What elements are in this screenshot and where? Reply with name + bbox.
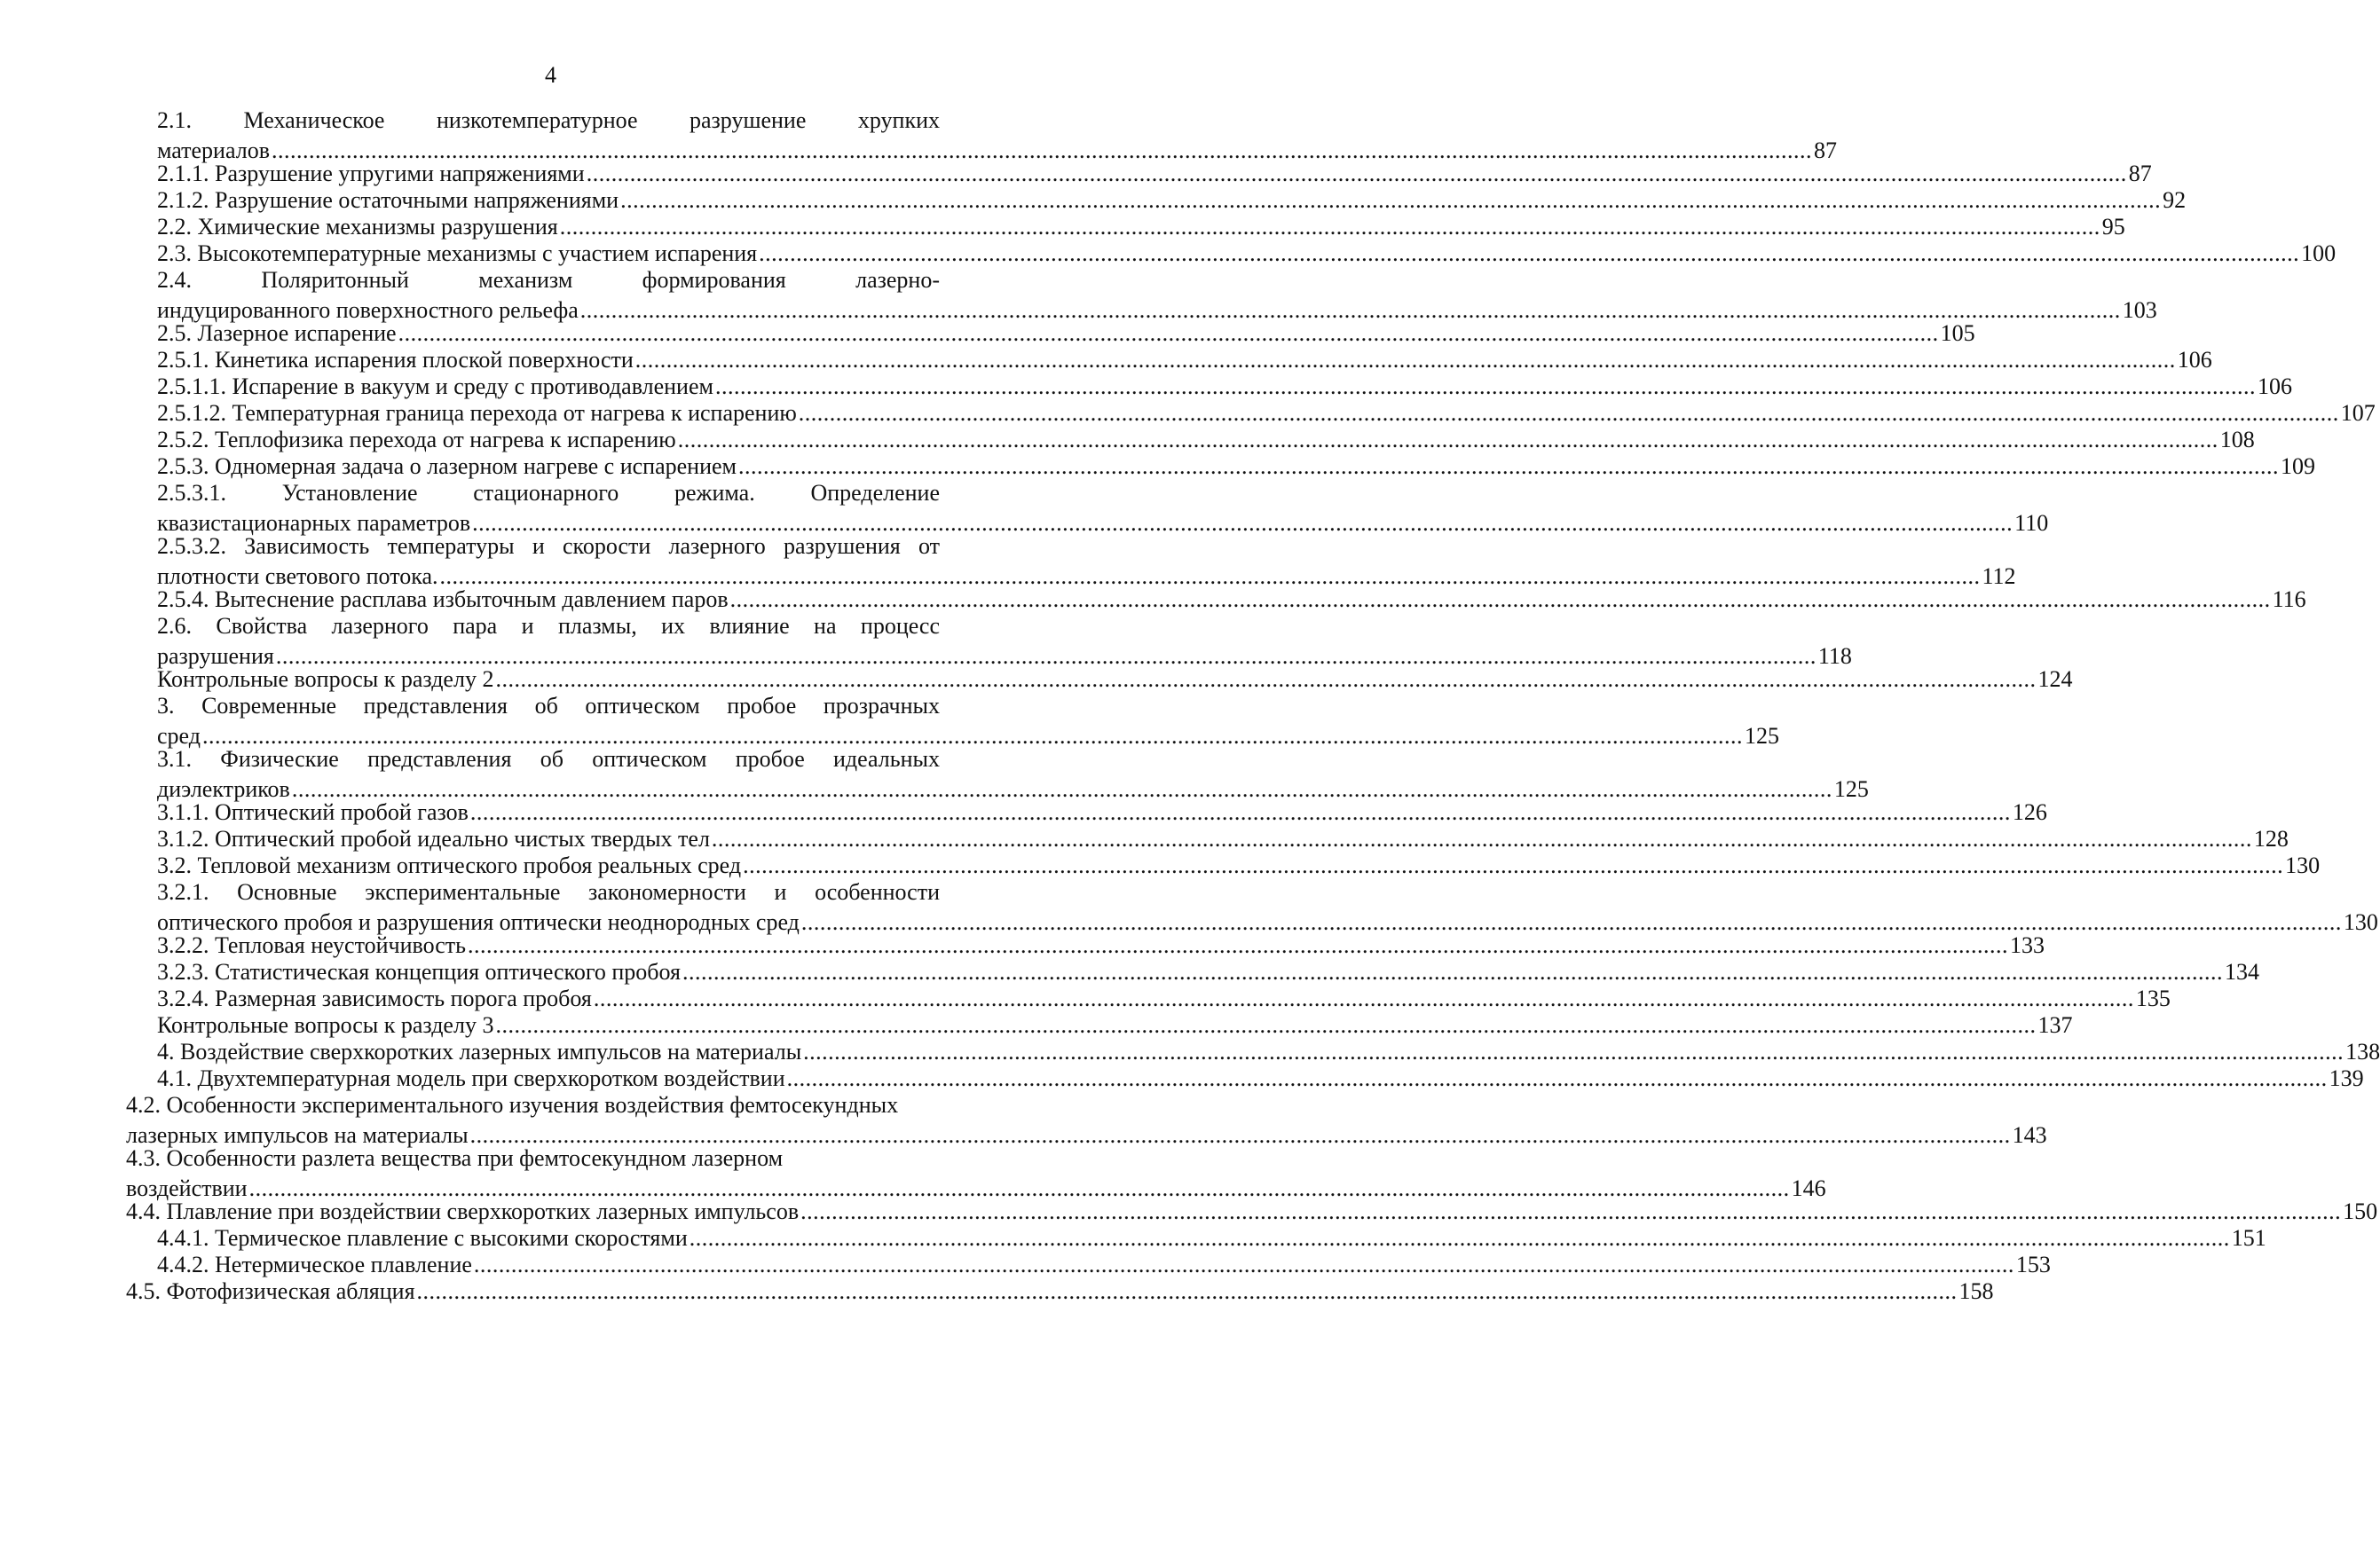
toc-entry xyxy=(157,1010,2073,1041)
toc-entry-page: 135 xyxy=(2135,986,2171,1011)
leader-dots xyxy=(797,398,2341,428)
toc-entry xyxy=(126,1143,1826,1203)
toc-entry-title-line: 4.2. Особенности экспериментального изучения воздействия фемтосекундных xyxy=(126,1092,899,1118)
toc-entry-line xyxy=(157,664,2073,695)
toc-entry-title: оптического пробоя и разрушения оптически неоднородных сред xyxy=(157,908,800,935)
leader-dots xyxy=(737,452,2281,482)
toc-entry-line xyxy=(157,1223,2266,1253)
toc-entry xyxy=(126,1090,2047,1150)
toc-entry-title: 2.5. Лазерное испарение xyxy=(157,320,397,346)
toc-entry xyxy=(157,957,2259,987)
toc-entry xyxy=(157,478,2049,538)
toc-entry-page: 146 xyxy=(1791,1175,1826,1201)
toc-entry-title: Контрольные вопросы к разделу 2 xyxy=(157,666,494,692)
toc-entry-page: 116 xyxy=(2272,586,2306,612)
toc-entry-line xyxy=(157,931,2045,961)
toc-entry-page: 125 xyxy=(1744,722,1779,749)
toc-entry-page: 130 xyxy=(2285,853,2321,878)
toc-entry xyxy=(157,106,1837,165)
toc-entry-page: 133 xyxy=(2010,932,2045,958)
leader-dots xyxy=(799,1197,2343,1227)
toc-entry-title: 3.2.4. Размерная зависимость порога пробоя xyxy=(157,986,592,1011)
leader-dots xyxy=(710,824,2254,854)
toc-entry-title-line: 4.3. Особенности разлета вещества при фемтосекундном лазерном xyxy=(126,1145,784,1171)
toc-entry-page: 151 xyxy=(2231,1225,2266,1251)
toc-entry-page: 108 xyxy=(2219,427,2255,452)
leader-dots xyxy=(729,585,2273,615)
toc-entry-title: 2.5.4. Вытеснение расплава избыточным давлением паров xyxy=(157,586,729,612)
toc-entry xyxy=(157,984,2171,1014)
toc-entry-page: 130 xyxy=(2343,908,2378,935)
toc-entry-page: 112 xyxy=(1982,562,2016,589)
toc-entry-title: квазистационарных параметров xyxy=(157,509,471,536)
toc-entry-page: 109 xyxy=(2280,453,2315,479)
toc-entry-title-line: 2.1. Механическое низкотемпературное разрушение хрупких xyxy=(157,107,940,133)
toc-entry-title: 2.5.2. Теплофизика перехода от нагрева к испарению xyxy=(157,427,676,452)
leader-dots xyxy=(634,345,2178,375)
leader-dots xyxy=(558,212,2102,242)
toc-entry-title: 2.2. Химические механизмы разрушения xyxy=(157,214,558,240)
toc-entry-page: 92 xyxy=(2163,187,2187,213)
leader-dots xyxy=(397,318,1941,349)
toc-entry-line xyxy=(157,585,2306,615)
toc-entry-title: 3.2.3. Статистическая концепция оптического пробоя xyxy=(157,959,681,985)
toc-entry xyxy=(157,531,2016,591)
toc-entry-title: 2.5.3. Одномерная задача о лазерном нагреве с испарением xyxy=(157,453,737,479)
toc-entry-title: 2.1.2. Разрушение остаточными напряжениями xyxy=(157,187,619,213)
toc-entry-line xyxy=(157,1010,2073,1041)
toc-entry-page: 134 xyxy=(2225,959,2259,985)
leader-dots xyxy=(493,664,2037,695)
toc-entry-title-line: 3.1. Физические представления об оптическом пробое идеальных xyxy=(157,746,940,772)
toc-entry-line xyxy=(157,425,2255,455)
toc-entry xyxy=(157,239,2337,269)
toc-entry xyxy=(157,318,1975,349)
leader-dots xyxy=(619,185,2163,216)
toc-entry xyxy=(157,1223,2266,1253)
leader-dots xyxy=(757,239,2301,269)
leader-dots xyxy=(592,984,2136,1014)
leader-dots xyxy=(493,1010,2037,1041)
toc-entry-page: 125 xyxy=(1833,775,1869,802)
leader-dots xyxy=(585,159,2129,189)
toc-entry-title: воздействии xyxy=(126,1175,248,1201)
toc-entry xyxy=(126,1277,1994,1307)
toc-entry-title: 4.4.1. Термическое плавление с высокими скоростями xyxy=(157,1225,688,1251)
toc-entry-page: 139 xyxy=(2329,1065,2364,1091)
toc-entry xyxy=(157,1250,2051,1280)
toc-entry-page: 87 xyxy=(2128,161,2152,186)
toc-entry xyxy=(157,159,2152,189)
leader-dots xyxy=(785,1064,2329,1094)
toc-entry xyxy=(157,1037,2380,1067)
toc-entry-page: 128 xyxy=(2253,826,2289,852)
toc-entry-line xyxy=(157,824,2289,854)
toc-entry-line xyxy=(157,398,2376,428)
leader-dots xyxy=(713,372,2258,402)
toc-entry-line xyxy=(157,212,2125,242)
toc-entry-title: диэлектриков xyxy=(157,775,290,802)
toc-entry-line xyxy=(157,318,1975,349)
toc-entry-line xyxy=(157,957,2259,987)
toc-entry-title-line: 2.6. Свойства лазерного пара и плазмы, их влияние на процесс xyxy=(157,613,940,639)
toc-entry xyxy=(157,265,2157,325)
toc-entry-title: индуцированного поверхностного рельефа xyxy=(157,296,579,323)
toc-entry xyxy=(157,372,2292,402)
toc-entry-title-line: 3. Современные представления об оптическом пробое прозрачных xyxy=(157,693,940,719)
leader-dots xyxy=(741,851,2285,881)
toc-entry-page: 124 xyxy=(2037,666,2073,692)
toc-entry xyxy=(157,212,2125,242)
leader-dots xyxy=(469,798,2013,828)
leader-dots xyxy=(688,1223,2232,1253)
toc-entry-page: 138 xyxy=(2345,1039,2380,1065)
toc-entry-line xyxy=(157,345,2212,375)
toc-entry-line xyxy=(126,1277,1994,1307)
toc-entry-title: 4. Воздействие сверхкоротких лазерных импульсов на материалы xyxy=(157,1039,802,1065)
toc-entry-page: 103 xyxy=(2122,296,2157,323)
toc-entry-page: 150 xyxy=(2343,1198,2378,1224)
toc-entry-title: 2.5.1.1. Испарение в вакуум и среду с противодавлением xyxy=(157,373,713,399)
toc-entry-title: 3.2.2. Тепловая неустойчивость xyxy=(157,932,467,958)
toc-entry-line xyxy=(126,1197,2378,1227)
toc-entry xyxy=(157,877,2378,937)
toc-entry xyxy=(157,798,2047,828)
toc-entry xyxy=(157,585,2306,615)
toc-entry xyxy=(157,824,2289,854)
toc-entry-line xyxy=(157,159,2152,189)
toc-entry-page: 95 xyxy=(2101,214,2125,240)
toc-entry-title-line: 3.2.1. Основные экспериментальные закономерности и особенности xyxy=(157,879,940,905)
toc-entry xyxy=(157,452,2315,482)
toc-entry-title: 4.4. Плавление при воздействии сверхкоротких лазерных импульсов xyxy=(126,1198,800,1224)
toc-entry xyxy=(157,851,2321,881)
toc-entry-page: 118 xyxy=(1817,642,1852,669)
toc-entry-page: 153 xyxy=(2015,1252,2051,1277)
toc-entry-page: 105 xyxy=(1940,320,1975,346)
toc-entry-page: 126 xyxy=(2012,799,2047,825)
toc-entry-page: 158 xyxy=(1958,1278,1994,1304)
toc-entry-title: 3.2. Тепловой механизм оптического пробоя реальных сред xyxy=(157,853,742,878)
toc-entry-page: 137 xyxy=(2037,1012,2073,1038)
toc-entry-page: 106 xyxy=(2257,373,2292,399)
toc-entry xyxy=(126,1197,2378,1227)
toc-entry-line xyxy=(157,851,2321,881)
toc-entry xyxy=(157,664,2073,695)
leader-dots xyxy=(676,425,2220,455)
leader-dots xyxy=(466,931,2010,961)
toc-entry-title: разрушения xyxy=(157,642,274,669)
toc-entry-title: 3.1.2. Оптический пробой идеально чистых твердых тел xyxy=(157,826,710,852)
toc-entry-title: 3.1.1. Оптический пробой газов xyxy=(157,799,469,825)
toc-entry-title: 4.4.2. Нетермическое плавление xyxy=(157,1252,472,1277)
toc-entry-line xyxy=(157,239,2337,269)
toc-entry-title: 4.5. Фотофизическая абляция xyxy=(126,1278,415,1304)
leader-dots xyxy=(681,957,2225,987)
toc-entry-line xyxy=(157,372,2292,402)
leader-dots xyxy=(415,1277,1959,1307)
toc-entry-title: лазерных импульсов на материалы xyxy=(126,1121,469,1148)
toc-entry-line xyxy=(157,185,2187,216)
toc-entry-page: 87 xyxy=(1813,137,1837,163)
toc-entry-page: 110 xyxy=(2014,509,2049,536)
toc-entry-line xyxy=(157,1037,2380,1067)
page-number: 4 xyxy=(545,62,556,88)
toc-entry xyxy=(157,398,2376,428)
toc-entry-line xyxy=(157,1250,2051,1280)
leader-dots xyxy=(801,1037,2345,1067)
toc-entry-page: 106 xyxy=(2177,347,2212,373)
toc-entry-title: плотности светового потока. xyxy=(157,562,438,589)
toc-entry-page: 100 xyxy=(2301,240,2337,266)
toc-entry-title: 2.3. Высокотемпературные механизмы с участием испарения xyxy=(157,240,758,266)
toc-entry-title: 2.5.1.2. Температурная граница перехода от нагрева к испарению xyxy=(157,400,797,426)
toc-entry-title-line: 2.5.3.1. Установление стационарного режима. Определение xyxy=(157,480,940,506)
toc-entry xyxy=(157,345,2212,375)
toc-entry xyxy=(157,185,2187,216)
toc-entry xyxy=(157,744,1869,804)
toc-entry-title: сред xyxy=(157,722,201,749)
toc-entry-title: 2.1.1. Разрушение упругими напряжениями xyxy=(157,161,585,186)
toc-entry xyxy=(157,1064,2364,1094)
toc-entry-title: 2.5.1. Кинетика испарения плоской поверхности xyxy=(157,347,634,373)
leader-dots xyxy=(472,1250,2016,1280)
toc-entry-page: 143 xyxy=(2012,1121,2047,1148)
toc-entry xyxy=(157,425,2255,455)
toc-entry xyxy=(157,611,1852,671)
toc-entry-line xyxy=(157,452,2315,482)
toc-entry-title-line: 2.5.3.2. Зависимость температуры и скорости лазерного разрушения от xyxy=(157,533,940,559)
toc-entry-line xyxy=(157,984,2171,1014)
toc-entry-line xyxy=(157,1064,2364,1094)
toc-entry-title: материалов xyxy=(157,137,270,163)
toc-entry xyxy=(157,931,2045,961)
toc-entry xyxy=(157,691,1779,750)
toc-entry-line xyxy=(157,798,2047,828)
toc-entry-title: Контрольные вопросы к разделу 3 xyxy=(157,1012,494,1038)
toc-entry-title-line: 2.4. Поляритонный механизм формирования лазерно- xyxy=(157,267,940,293)
toc-entry-title: 4.1. Двухтемпературная модель при сверхкоротком воздействии xyxy=(157,1065,785,1091)
toc-entry-page: 107 xyxy=(2340,400,2376,426)
